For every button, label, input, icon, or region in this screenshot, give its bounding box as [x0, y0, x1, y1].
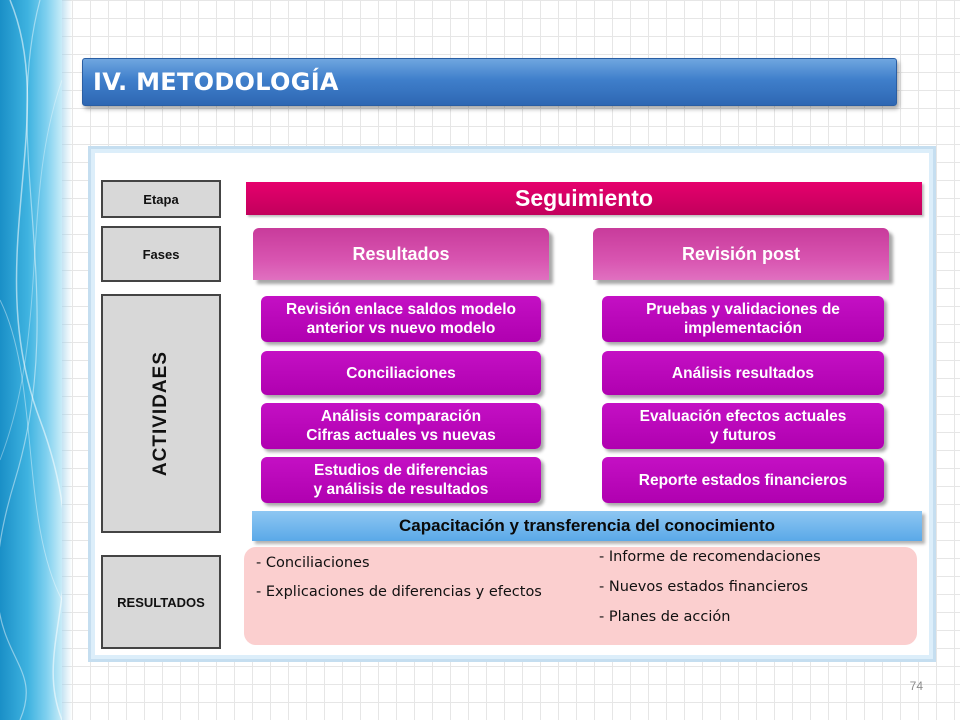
result-item: - Explicaciones de diferencias y efectos	[256, 584, 542, 600]
phase-revision-post: Revisión post	[593, 228, 889, 280]
activity-reporte-estados: Reporte estados financieros	[602, 457, 884, 503]
methodology-diagram	[88, 146, 936, 662]
row-label-actividades-text: ACTIVIDAES	[150, 350, 171, 477]
row-label-etapa-text: Etapa	[143, 191, 179, 207]
diagram-canvas	[95, 153, 929, 655]
activity-evaluacion-efectos: Evaluación efectos actuales y futuros	[602, 403, 884, 449]
row-label-fases	[101, 226, 221, 282]
phase-resultados: Resultados	[253, 228, 549, 280]
activity-estudios-diferencias: Estudios de diferencias y análisis de resultados	[261, 457, 541, 503]
row-label-actividades	[101, 294, 221, 533]
activity-analisis-comparacion: Análisis comparación Cifras actuales vs nuevas	[261, 403, 541, 449]
activity-revision-enlace-saldos: Revisión enlace saldos modelo anterior vs nuevo modelo	[261, 296, 541, 342]
decorative-side-band	[0, 0, 62, 720]
wave-lines-decoration	[0, 0, 62, 720]
side-band-fade	[62, 0, 72, 720]
activity-conciliaciones: Conciliaciones	[261, 351, 541, 395]
row-label-fases-text: Fases	[142, 246, 180, 262]
stage-header: Seguimiento	[246, 182, 922, 215]
activity-pruebas-validaciones: Pruebas y validaciones de implementación	[602, 296, 884, 342]
result-item: - Informe de recomendaciones	[599, 549, 821, 565]
results-panel	[244, 547, 917, 645]
page-number: 74	[909, 679, 923, 693]
row-label-resultados-text: RESULTADOS	[117, 594, 205, 610]
activity-analisis-resultados: Análisis resultados	[602, 351, 884, 395]
training-banner: Capacitación y transferencia del conocimiento	[252, 511, 922, 541]
row-label-resultados	[101, 555, 221, 649]
result-item: - Nuevos estados financieros	[599, 579, 809, 595]
row-label-etapa	[101, 180, 221, 218]
result-item: - Planes de acción	[599, 609, 731, 625]
slide-title: IV. METODOLOGÍA	[82, 58, 897, 106]
result-item: - Conciliaciones	[256, 555, 370, 571]
